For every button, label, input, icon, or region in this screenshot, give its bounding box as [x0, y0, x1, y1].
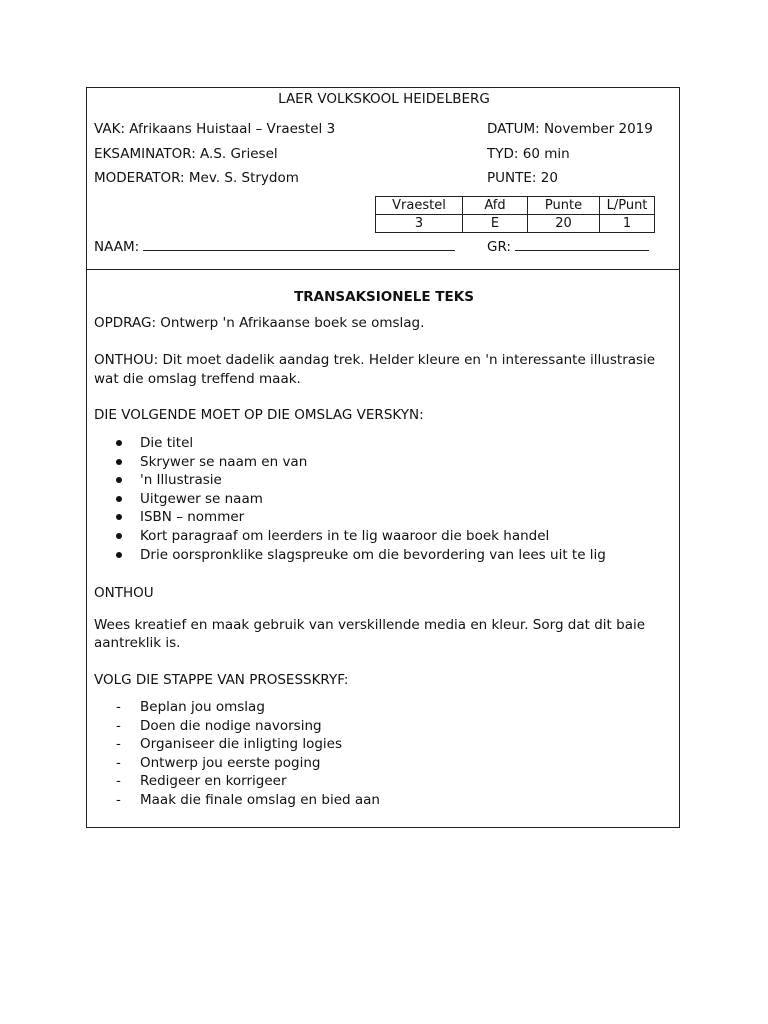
marks-value-cell: 3	[376, 215, 463, 233]
list-item: Die titel	[94, 434, 606, 453]
subject-line: VAK: Afrikaans Huistaal – Vraestel 3	[94, 121, 336, 137]
list-item: - Organiseer die inligting logies	[116, 736, 342, 753]
creativity-line-1: Wees kreatief en maak gebruik van verskillende media en kleur. Sorg dat dit baie	[94, 617, 646, 633]
bullet-icon	[116, 496, 122, 502]
name-field[interactable]	[94, 236, 455, 256]
list-item: Drie oorspronklike slagspreuke om die bevordering van lees uit te lig	[94, 546, 606, 565]
bullet-icon	[116, 459, 122, 465]
list-item: Kort paragraaf om leerders in te lig waaroor die boek handel	[94, 527, 606, 546]
dash-icon: -	[116, 773, 121, 790]
school-name: LAER VOLKSKOOL HEIDELBERG	[278, 91, 490, 107]
name-label: NAAM:	[94, 239, 140, 255]
marks-value-cell: 20	[528, 215, 600, 233]
dash-icon: -	[116, 699, 121, 715]
list-item: Skrywer se naam en van	[94, 453, 606, 472]
dash-icon: -	[116, 717, 121, 734]
requirements-heading: DIE VOLGENDE MOET OP DIE OMSLAG VERSKYN:	[94, 407, 424, 423]
moderator-line: MODERATOR: Mev. S. Strydom	[94, 170, 299, 186]
requirements-list	[94, 434, 606, 564]
dash-icon: -	[116, 791, 121, 808]
list-item: - Doen die nodige navorsing	[116, 717, 322, 734]
dash-icon: -	[116, 754, 121, 771]
marks-header-cell: L/Punt	[600, 197, 655, 215]
list-item: - Maak die finale omslag en bied aan	[116, 791, 380, 808]
grade-blank-line[interactable]	[515, 236, 649, 251]
marks-header-cell: Vraestel	[376, 197, 463, 215]
marks-value-cell: E	[463, 215, 528, 233]
section-divider	[87, 269, 679, 270]
task-title: TRANSAKSIONELE TEKS	[294, 289, 474, 305]
steps-list	[94, 698, 380, 810]
list-item: Uitgewer se naam	[94, 490, 606, 509]
creativity-line-2: aantreklik is.	[94, 635, 181, 651]
marks-value-cell: 1	[600, 215, 655, 233]
marks-table	[375, 196, 655, 233]
bullet-icon	[116, 533, 122, 539]
list-item: ISBN – nommer	[94, 508, 606, 527]
grade-label: GR:	[487, 239, 511, 255]
reminder-line-1: ONTHOU: Dit moet dadelik aandag trek. Helder kleure en 'n interessante illustrasie	[94, 352, 656, 368]
bullet-icon	[116, 514, 122, 520]
task-instruction: OPDRAG: Ontwerp 'n Afrikaanse boek se omslag.	[94, 315, 425, 331]
list-item: 'n Illustrasie	[94, 471, 606, 490]
list-item: - Beplan jou omslag	[116, 699, 265, 715]
name-blank-line[interactable]	[143, 236, 455, 251]
list-item: - Redigeer en korrigeer	[116, 773, 287, 790]
marks-table-header-row	[376, 197, 655, 215]
marks-line: PUNTE: 20	[487, 170, 558, 186]
reminder-heading: ONTHOU	[94, 585, 154, 601]
bullet-icon	[116, 552, 122, 558]
bullet-icon	[116, 440, 122, 446]
marks-header-cell: Punte	[528, 197, 600, 215]
bullet-icon	[116, 477, 122, 483]
steps-heading: VOLG DIE STAPPE VAN PROSESSKRYF:	[94, 672, 349, 688]
grade-field[interactable]	[487, 236, 649, 256]
marks-table-value-row	[376, 215, 655, 233]
dash-icon: -	[116, 736, 121, 753]
reminder-line-2: wat die omslag treffend maak.	[94, 371, 301, 387]
time-line: TYD: 60 min	[487, 146, 570, 162]
list-item: - Ontwerp jou eerste poging	[116, 754, 321, 771]
date-line: DATUM: November 2019	[487, 121, 653, 137]
exam-sheet	[86, 87, 680, 828]
marks-header-cell: Afd	[463, 197, 528, 215]
examiner-line: EKSAMINATOR: A.S. Griesel	[94, 146, 278, 162]
